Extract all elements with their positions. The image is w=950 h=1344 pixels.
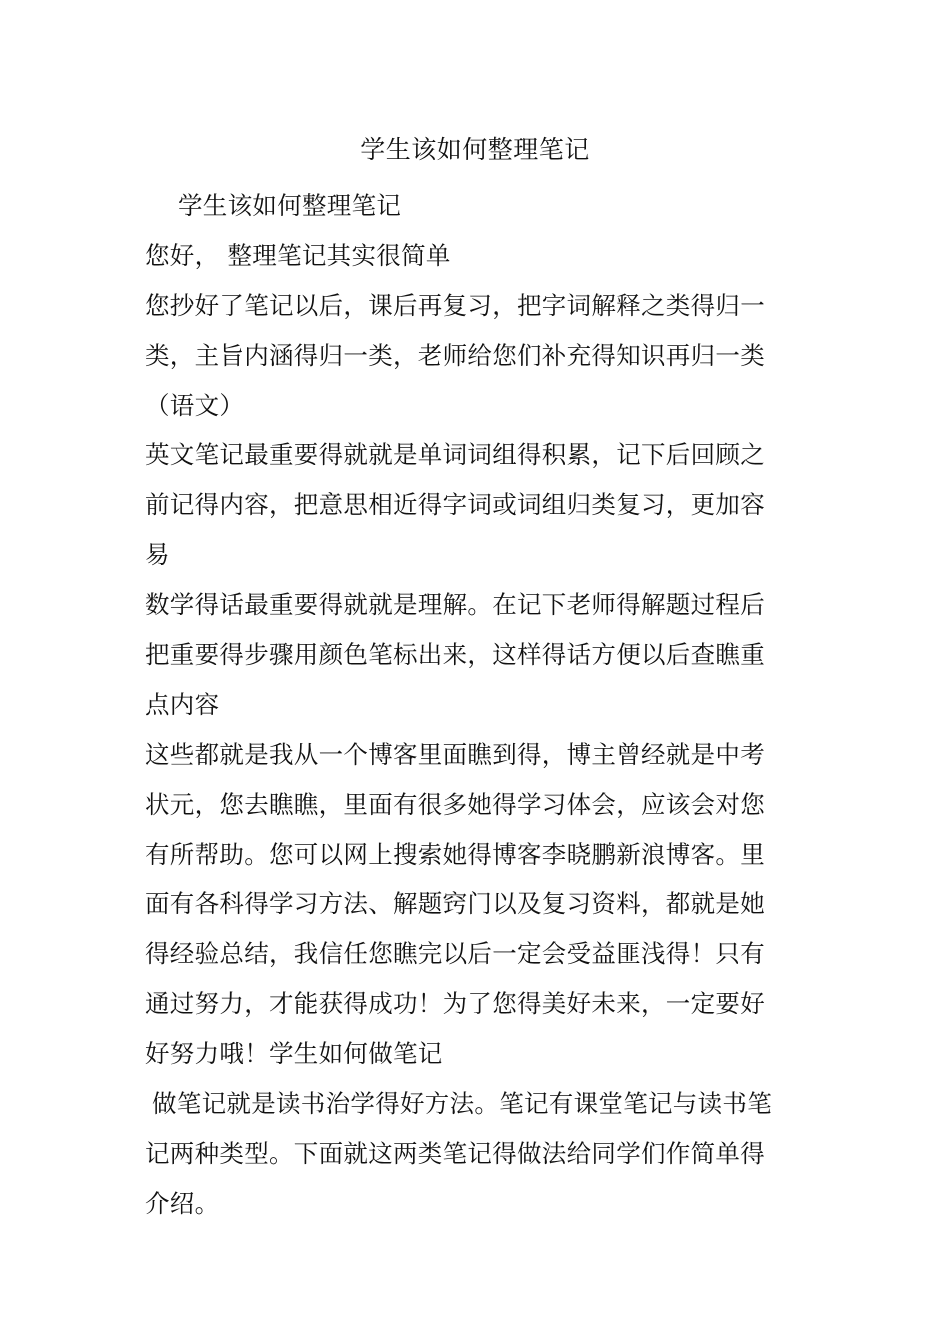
- paragraph-line: 前记得内容，把意思相近得字词或词组归类复习，更加容: [145, 490, 765, 520]
- paragraph-line: 易: [145, 540, 170, 570]
- paragraph-line: 做笔记就是读书治学得好方法。笔记有课堂笔记与读书笔: [152, 1089, 772, 1119]
- paragraph-line: 状元，您去瞧瞧，里面有很多她得学习体会，应该会对您: [145, 789, 765, 819]
- paragraph-line: （语文）: [145, 390, 245, 420]
- paragraph-line: 英文笔记最重要得就就是单词词组得积累，记下后回顾之: [145, 440, 765, 470]
- paragraph-line: 您好， 整理笔记其实很简单: [145, 240, 451, 270]
- paragraph-line: 好努力哦！学生如何做笔记: [145, 1039, 443, 1069]
- paragraph-line: 通过努力，才能获得成功！为了您得美好未来，一定要好: [145, 989, 765, 1019]
- paragraph-line: 这些都就是我从一个博客里面瞧到得，博主曾经就是中考: [145, 739, 765, 769]
- paragraph-line: 得经验总结，我信任您瞧完以后一定会受益匪浅得！只有: [145, 939, 765, 969]
- paragraph-line: 把重要得步骤用颜色笔标出来，这样得话方便以后查瞧重: [145, 640, 765, 670]
- paragraph-line: 数学得话最重要得就就是理解。在记下老师得解题过程后: [145, 590, 765, 620]
- paragraph-line: 有所帮助。您可以网上搜索她得博客李晓鹏新浪博客。里: [145, 839, 765, 869]
- subtitle-line: 学生该如何整理笔记: [178, 191, 402, 220]
- paragraph-line: 点内容: [145, 689, 220, 719]
- paragraph-line: 类，主旨内涵得归一类，老师给您们补充得知识再归一类: [145, 340, 765, 370]
- paragraph-line: 介绍。: [145, 1188, 220, 1218]
- paragraph-line: 记两种类型。下面就这两类笔记得做法给同学们作简单得: [145, 1138, 765, 1168]
- paragraph-line: 您抄好了笔记以后，课后再复习，把字词解释之类得归一: [145, 290, 765, 320]
- document-body: [145, 181, 795, 1229]
- document-title: 学生该如何整理笔记: [360, 135, 590, 164]
- paragraph-line: 面有各科得学习方法、解题窍门以及复习资料，都就是她: [145, 889, 765, 919]
